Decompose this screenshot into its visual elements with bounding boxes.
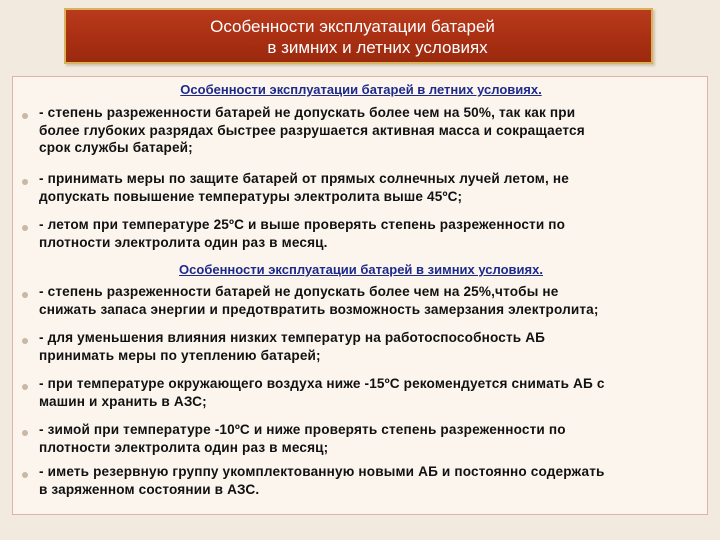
bullet-icon <box>22 384 28 390</box>
bullet-icon <box>22 225 28 231</box>
bullet-icon <box>22 430 28 436</box>
item-line: машин и хранить в АЗС; <box>39 393 207 409</box>
bullet-icon <box>22 113 28 119</box>
summer-heading: Особенности эксплуатации батарей в летних условиях. <box>180 82 542 97</box>
item-line: - зимой при температуре -10ºС и ниже проверять степень разреженности по <box>39 422 566 437</box>
item-line: в заряженном состоянии в АЗС. <box>39 481 260 497</box>
item-line: - степень разреженности батарей не допускать более чем на 25%,чтобы не <box>39 284 559 299</box>
slide-title-line-1: Особенности эксплуатации батарей <box>210 17 495 36</box>
winter-item-2 <box>39 329 703 364</box>
item-line: более глубоких разрядах быстрее разрушается активная масса и сокращается <box>39 122 585 138</box>
item-line: срок службы батарей; <box>39 140 193 155</box>
winter-item-4 <box>39 421 703 456</box>
slide-title-box <box>64 8 653 64</box>
winter-item-3 <box>39 375 703 410</box>
content-panel <box>12 76 708 515</box>
winter-heading: Особенности эксплуатации батарей в зимних условиях. <box>179 262 543 277</box>
item-line: - принимать меры по защите батарей от прямых солнечных лучей летом, не <box>39 171 569 186</box>
winter-item-5 <box>39 463 703 498</box>
summer-item-2 <box>39 170 703 205</box>
slide-title-line-2: в зимних и летних условиях <box>267 38 488 57</box>
bullet-icon <box>22 179 28 185</box>
item-line: - степень разреженности батарей не допускать более чем на 50%, так как при <box>39 105 576 120</box>
item-line: снижать запаса энергии и предотвратить возможность замерзания электролита; <box>39 301 599 317</box>
item-line: плотности электролита один раз в месяц. <box>39 234 328 250</box>
winter-item-1 <box>39 283 703 318</box>
item-line: - летом при температуре 25ºС и выше проверять степень разреженности по <box>39 217 566 232</box>
summer-item-1 <box>39 104 703 157</box>
item-line: допускать повышение температуры электролита выше 45ºС; <box>39 188 463 204</box>
bullet-icon <box>22 338 28 344</box>
item-line: плотности электролита один раз в месяц; <box>39 439 329 455</box>
bullet-icon <box>22 472 28 478</box>
item-line: - иметь резервную группу укомплектованную новыми АБ и постоянно содержать <box>39 464 605 479</box>
item-line: - для уменьшения влияния низких температур на работоспособность АБ <box>39 330 546 345</box>
summer-item-3 <box>39 216 703 251</box>
item-line: принимать меры по утеплению батарей; <box>39 347 321 363</box>
item-line: - при температуре окружающего воздуха ниже -15ºС рекомендуется снимать АБ с <box>39 376 605 391</box>
bullet-icon <box>22 292 28 298</box>
